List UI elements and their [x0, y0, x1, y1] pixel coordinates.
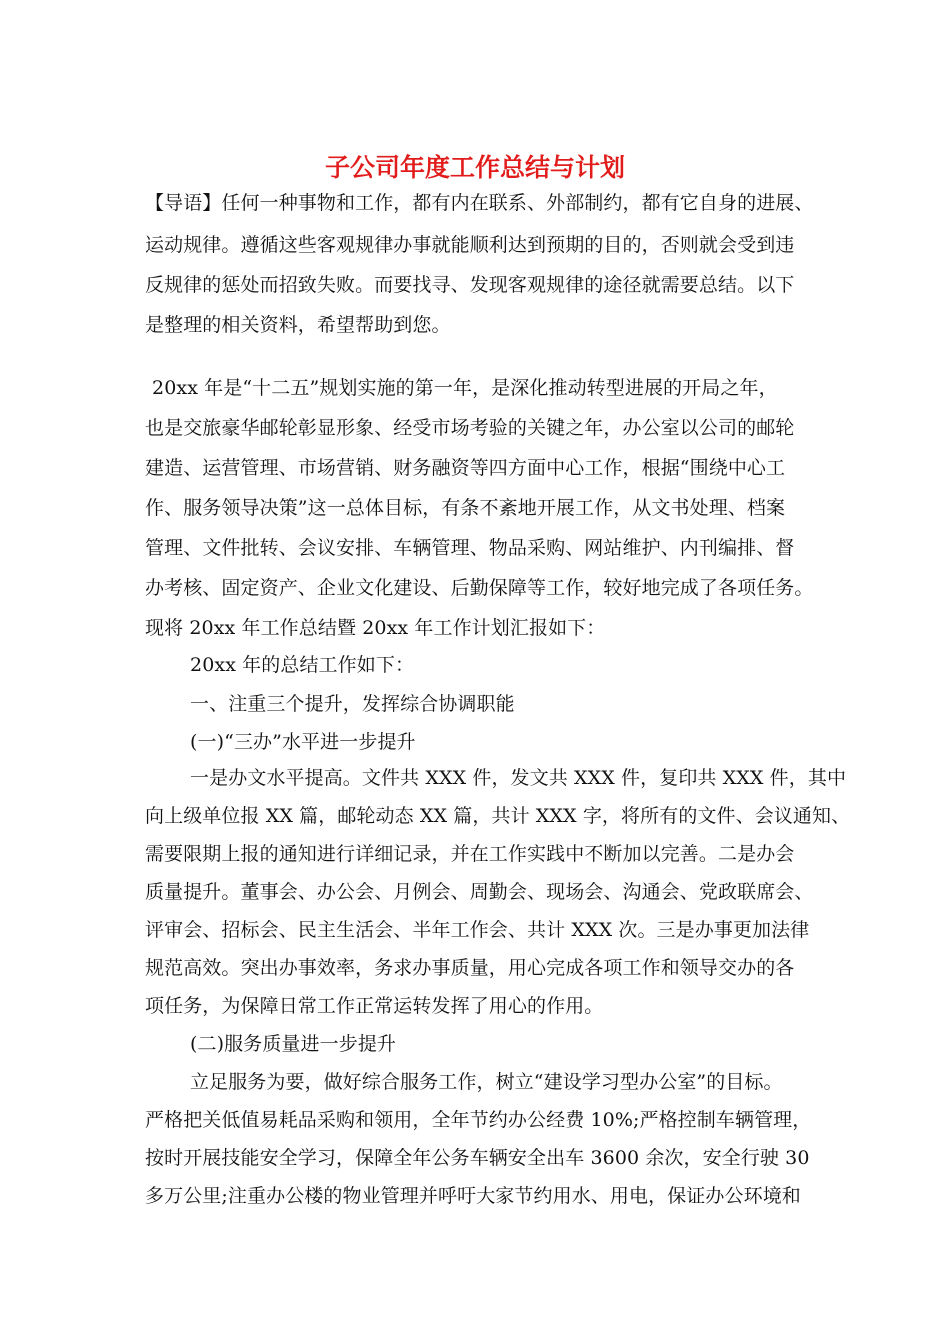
body-line: 按时开展技能安全学习，保障全年公务车辆安全出车 3600 余次，安全行驶 30 — [145, 1147, 810, 1169]
body-line: 需要限期上报的通知进行详细记录，并在工作实践中不断加以完善。二是办会 — [145, 843, 795, 865]
body-line: 一是办文水平提高。文件共 XXX 件，发文共 XXX 件，复印共 XXX 件，其中 — [190, 767, 847, 789]
body-line: 办考核、固定资产、企业文化建设、后勤保障等工作，较好地完成了各项任务。 — [145, 577, 814, 599]
body-line: 项任务，为保障日常工作正常运转发挥了用心的作用。 — [145, 995, 604, 1017]
body-line: 向上级单位报 XX 篇，邮轮动态 XX 篇，共计 XXX 字，将所有的文件、会议通知、 — [145, 805, 851, 827]
body-line: 也是交旅豪华邮轮彰显形象、经受市场考验的关键之年，办公室以公司的邮轮 — [145, 417, 795, 439]
body-line: 严格把关低值易耗品采购和领用，全年节约办公经费 10%;严格控制车辆管理， — [145, 1109, 812, 1131]
body-line: 质量提升。董事会、办公会、月例会、周勤会、现场会、沟通会、党政联席会、 — [145, 881, 814, 903]
body-line: 多万公里;注重办公楼的物业管理并呼吁大家节约用水、用电，保证办公环境和 — [145, 1185, 801, 1207]
body-line: 现将 20xx 年工作总结暨 20xx 年工作计划汇报如下： — [145, 617, 606, 639]
section-heading: 一、注重三个提升，发挥综合协调职能 — [190, 693, 515, 715]
body-line: 管理、文件批转、会议安排、车辆管理、物品采购、网站维护、内刊编排、督 — [145, 537, 795, 559]
intro-line: 运动规律。遵循这些客观规律办事就能顺利达到预期的目的，否则就会受到违 — [145, 234, 795, 256]
body-line: 评审会、招标会、民主生活会、半年工作会、共计 XXX 次。三是办事更加法律 — [145, 919, 810, 941]
intro-line: 反规律的惩处而招致失败。而要找寻、发现客观规律的途径就需要总结。以下 — [145, 274, 795, 296]
intro-line: 【导语】任何一种事物和工作，都有内在联系、外部制约，都有它自身的进展、 — [145, 192, 814, 214]
body-line: 规范高效。突出办事效率，务求办事质量，用心完成各项工作和领导交办的各 — [145, 957, 795, 979]
section-summary-heading: 20xx 年的总结工作如下： — [190, 654, 415, 676]
subsection-heading: (二)服务质量进一步提升 — [190, 1033, 397, 1055]
body-line: 作、服务领导决策”这一总体目标，有条不紊地开展工作，从文书处理、档案 — [145, 497, 786, 519]
intro-line: 是整理的相关资料，希望帮助到您。 — [145, 314, 451, 336]
body-line: 建造、运营管理、市场营销、财务融资等四方面中心工作，根据“围绕中心工 — [145, 457, 786, 479]
document-title: 子公司年度工作总结与计划 — [324, 153, 625, 182]
subsection-heading: (一)“三办”水平进一步提升 — [190, 731, 416, 753]
body-line: 20xx 年是“十二五”规划实施的第一年，是深化推动转型进展的开局之年， — [152, 377, 778, 399]
body-line: 立足服务为要，做好综合服务工作，树立“建设学习型办公室”的目标。 — [190, 1071, 783, 1093]
